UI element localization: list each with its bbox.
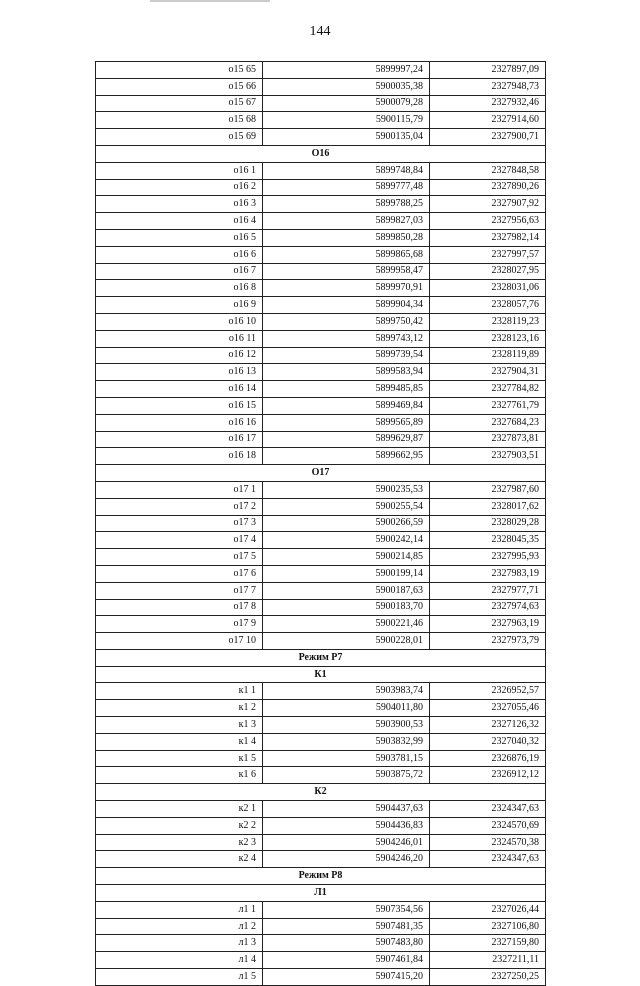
point-id-cell: о16 12 [96, 347, 263, 364]
y-coordinate-cell: 2327903,51 [430, 448, 546, 465]
x-coordinate-cell: 5903832,99 [263, 733, 430, 750]
x-coordinate-cell: 5903781,15 [263, 750, 430, 767]
table-row [96, 717, 546, 734]
x-coordinate-cell: 5899739,54 [263, 347, 430, 364]
y-coordinate-cell: 2327026,44 [430, 901, 546, 918]
table-row [96, 599, 546, 616]
point-id-cell: о17 8 [96, 599, 263, 616]
point-id-cell: о16 5 [96, 229, 263, 246]
table-row [96, 196, 546, 213]
x-coordinate-cell: 5904246,01 [263, 834, 430, 851]
x-coordinate-cell: 5900242,14 [263, 532, 430, 549]
table-row [96, 767, 546, 784]
table-row [96, 347, 546, 364]
table-row [96, 750, 546, 767]
x-coordinate-cell: 5899629,87 [263, 431, 430, 448]
x-coordinate-cell: 5899865,68 [263, 246, 430, 263]
point-id-cell: о17 9 [96, 616, 263, 633]
scan-artifact-line [150, 0, 270, 2]
table-row [96, 549, 546, 566]
group-header-row [96, 649, 546, 666]
point-id-cell: о16 11 [96, 330, 263, 347]
group-label: Режим Р7 [96, 649, 546, 666]
table-row [96, 498, 546, 515]
y-coordinate-cell: 2327995,93 [430, 549, 546, 566]
x-coordinate-cell: 5900235,53 [263, 481, 430, 498]
y-coordinate-cell: 2327848,58 [430, 162, 546, 179]
x-coordinate-cell: 5907483,80 [263, 935, 430, 952]
group-header-row [96, 145, 546, 162]
x-coordinate-cell: 5900115,79 [263, 112, 430, 129]
y-coordinate-cell: 2324347,63 [430, 801, 546, 818]
page-number: 144 [309, 24, 331, 39]
point-id-cell: о15 68 [96, 112, 263, 129]
table-row [96, 532, 546, 549]
table-row [96, 162, 546, 179]
table-row [96, 297, 546, 314]
x-coordinate-cell: 5904011,80 [263, 700, 430, 717]
y-coordinate-cell: 2327106,80 [430, 918, 546, 935]
table-row [96, 78, 546, 95]
point-id-cell: о17 4 [96, 532, 263, 549]
group-label: Режим Р8 [96, 868, 546, 885]
x-coordinate-cell: 5899958,47 [263, 263, 430, 280]
table-row [96, 213, 546, 230]
table-row [96, 969, 546, 986]
x-coordinate-cell: 5900214,85 [263, 549, 430, 566]
point-id-cell: о15 65 [96, 62, 263, 79]
point-id-cell: о16 7 [96, 263, 263, 280]
y-coordinate-cell: 2327211,11 [430, 952, 546, 969]
point-id-cell: к2 3 [96, 834, 263, 851]
point-id-cell: к1 1 [96, 683, 263, 700]
x-coordinate-cell: 5907354,56 [263, 901, 430, 918]
x-coordinate-cell: 5904436,83 [263, 817, 430, 834]
point-id-cell: л1 5 [96, 969, 263, 986]
table-row [96, 313, 546, 330]
group-label: О17 [96, 465, 546, 482]
x-coordinate-cell: 5899997,24 [263, 62, 430, 79]
table-row [96, 817, 546, 834]
group-label: К1 [96, 666, 546, 683]
y-coordinate-cell: 2327997,57 [430, 246, 546, 263]
table-row [96, 280, 546, 297]
y-coordinate-cell: 2328057,76 [430, 297, 546, 314]
x-coordinate-cell: 5899850,28 [263, 229, 430, 246]
y-coordinate-cell: 2327040,32 [430, 733, 546, 750]
point-id-cell: о16 18 [96, 448, 263, 465]
y-coordinate-cell: 2327956,63 [430, 213, 546, 230]
x-coordinate-cell: 5899565,89 [263, 414, 430, 431]
y-coordinate-cell: 2328119,89 [430, 347, 546, 364]
x-coordinate-cell: 5899748,84 [263, 162, 430, 179]
y-coordinate-cell: 2327977,71 [430, 582, 546, 599]
group-label: К2 [96, 784, 546, 801]
x-coordinate-cell: 5899904,34 [263, 297, 430, 314]
y-coordinate-cell: 2327761,79 [430, 397, 546, 414]
y-coordinate-cell: 2328119,23 [430, 313, 546, 330]
point-id-cell: о16 9 [96, 297, 263, 314]
x-coordinate-cell: 5900255,54 [263, 498, 430, 515]
table-row [96, 733, 546, 750]
table-row [96, 179, 546, 196]
x-coordinate-cell: 5907481,35 [263, 918, 430, 935]
y-coordinate-cell: 2327987,60 [430, 481, 546, 498]
x-coordinate-cell: 5903900,53 [263, 717, 430, 734]
y-coordinate-cell: 2328045,35 [430, 532, 546, 549]
table-row [96, 381, 546, 398]
table-row [96, 935, 546, 952]
table-row [96, 112, 546, 129]
point-id-cell: о17 2 [96, 498, 263, 515]
x-coordinate-cell: 5903983,74 [263, 683, 430, 700]
table-row [96, 565, 546, 582]
point-id-cell: к2 2 [96, 817, 263, 834]
group-header-row [96, 784, 546, 801]
point-id-cell: к2 4 [96, 851, 263, 868]
x-coordinate-cell: 5899662,95 [263, 448, 430, 465]
table-row [96, 229, 546, 246]
point-id-cell: к1 5 [96, 750, 263, 767]
point-id-cell: о16 14 [96, 381, 263, 398]
x-coordinate-cell: 5900035,38 [263, 78, 430, 95]
table-row [96, 700, 546, 717]
table-row [96, 633, 546, 650]
point-id-cell: о17 7 [96, 582, 263, 599]
x-coordinate-cell: 5899788,25 [263, 196, 430, 213]
table-row [96, 683, 546, 700]
y-coordinate-cell: 2324570,69 [430, 817, 546, 834]
point-id-cell: о16 1 [96, 162, 263, 179]
y-coordinate-cell: 2327983,19 [430, 565, 546, 582]
y-coordinate-cell: 2327948,73 [430, 78, 546, 95]
y-coordinate-cell: 2327873,81 [430, 431, 546, 448]
y-coordinate-cell: 2328027,95 [430, 263, 546, 280]
y-coordinate-cell: 2327250,25 [430, 969, 546, 986]
table-row [96, 901, 546, 918]
x-coordinate-cell: 5899750,42 [263, 313, 430, 330]
y-coordinate-cell: 2327932,46 [430, 95, 546, 112]
point-id-cell: о16 3 [96, 196, 263, 213]
point-id-cell: л1 3 [96, 935, 263, 952]
table-row [96, 263, 546, 280]
y-coordinate-cell: 2327973,79 [430, 633, 546, 650]
y-coordinate-cell: 2326952,57 [430, 683, 546, 700]
y-coordinate-cell: 2327907,92 [430, 196, 546, 213]
point-id-cell: о16 17 [96, 431, 263, 448]
point-id-cell: о16 13 [96, 364, 263, 381]
point-id-cell: о17 5 [96, 549, 263, 566]
table-row [96, 431, 546, 448]
y-coordinate-cell: 2327900,71 [430, 129, 546, 146]
point-id-cell: к2 1 [96, 801, 263, 818]
point-id-cell: к1 4 [96, 733, 263, 750]
y-coordinate-cell: 2327963,19 [430, 616, 546, 633]
group-label: Л1 [96, 885, 546, 902]
point-id-cell: о17 6 [96, 565, 263, 582]
table-row [96, 95, 546, 112]
x-coordinate-cell: 5900266,59 [263, 515, 430, 532]
x-coordinate-cell: 5900221,46 [263, 616, 430, 633]
table-row [96, 330, 546, 347]
y-coordinate-cell: 2327982,14 [430, 229, 546, 246]
coordinates-table-body [96, 62, 546, 986]
table-row [96, 834, 546, 851]
table-row [96, 364, 546, 381]
x-coordinate-cell: 5900187,63 [263, 582, 430, 599]
y-coordinate-cell: 2324570,38 [430, 834, 546, 851]
x-coordinate-cell: 5900199,14 [263, 565, 430, 582]
point-id-cell: о16 6 [96, 246, 263, 263]
x-coordinate-cell: 5899827,03 [263, 213, 430, 230]
point-id-cell: о17 3 [96, 515, 263, 532]
point-id-cell: л1 4 [96, 952, 263, 969]
y-coordinate-cell: 2328123,16 [430, 330, 546, 347]
group-header-row [96, 666, 546, 683]
group-header-row [96, 868, 546, 885]
x-coordinate-cell: 5904437,63 [263, 801, 430, 818]
point-id-cell: о17 10 [96, 633, 263, 650]
x-coordinate-cell: 5904246,20 [263, 851, 430, 868]
table-row [96, 481, 546, 498]
y-coordinate-cell: 2327159,80 [430, 935, 546, 952]
point-id-cell: о16 2 [96, 179, 263, 196]
x-coordinate-cell: 5900228,01 [263, 633, 430, 650]
y-coordinate-cell: 2326876,19 [430, 750, 546, 767]
point-id-cell: о16 10 [96, 313, 263, 330]
y-coordinate-cell: 2327890,26 [430, 179, 546, 196]
group-header-row [96, 465, 546, 482]
x-coordinate-cell: 5899777,48 [263, 179, 430, 196]
y-coordinate-cell: 2327904,31 [430, 364, 546, 381]
table-row [96, 515, 546, 532]
point-id-cell: о15 69 [96, 129, 263, 146]
table-row [96, 414, 546, 431]
y-coordinate-cell: 2328031,06 [430, 280, 546, 297]
x-coordinate-cell: 5899970,91 [263, 280, 430, 297]
point-id-cell: о16 16 [96, 414, 263, 431]
y-coordinate-cell: 2327126,32 [430, 717, 546, 734]
point-id-cell: о16 4 [96, 213, 263, 230]
x-coordinate-cell: 5903875,72 [263, 767, 430, 784]
x-coordinate-cell: 5907461,84 [263, 952, 430, 969]
y-coordinate-cell: 2327784,82 [430, 381, 546, 398]
y-coordinate-cell: 2327974,63 [430, 599, 546, 616]
table-row [96, 582, 546, 599]
point-id-cell: о16 15 [96, 397, 263, 414]
table-row [96, 952, 546, 969]
x-coordinate-cell: 5899583,94 [263, 364, 430, 381]
table-row [96, 448, 546, 465]
point-id-cell: л1 1 [96, 901, 263, 918]
x-coordinate-cell: 5899485,85 [263, 381, 430, 398]
x-coordinate-cell: 5900079,28 [263, 95, 430, 112]
y-coordinate-cell: 2324347,63 [430, 851, 546, 868]
point-id-cell: о17 1 [96, 481, 263, 498]
table-row [96, 851, 546, 868]
x-coordinate-cell: 5900135,04 [263, 129, 430, 146]
point-id-cell: о16 8 [96, 280, 263, 297]
y-coordinate-cell: 2328017,62 [430, 498, 546, 515]
table-row [96, 62, 546, 79]
table-row [96, 616, 546, 633]
group-label: О16 [96, 145, 546, 162]
point-id-cell: о15 66 [96, 78, 263, 95]
point-id-cell: л1 2 [96, 918, 263, 935]
table-row [96, 246, 546, 263]
point-id-cell: к1 2 [96, 700, 263, 717]
y-coordinate-cell: 2327897,09 [430, 62, 546, 79]
table-row [96, 397, 546, 414]
y-coordinate-cell: 2327684,23 [430, 414, 546, 431]
x-coordinate-cell: 5899743,12 [263, 330, 430, 347]
y-coordinate-cell: 2328029,28 [430, 515, 546, 532]
table-row [96, 918, 546, 935]
point-id-cell: к1 6 [96, 767, 263, 784]
x-coordinate-cell: 5900183,70 [263, 599, 430, 616]
x-coordinate-cell: 5907415,20 [263, 969, 430, 986]
point-id-cell: о15 67 [96, 95, 263, 112]
y-coordinate-cell: 2327914,60 [430, 112, 546, 129]
table-row [96, 801, 546, 818]
y-coordinate-cell: 2326912,12 [430, 767, 546, 784]
x-coordinate-cell: 5899469,84 [263, 397, 430, 414]
point-id-cell: к1 3 [96, 717, 263, 734]
group-header-row [96, 885, 546, 902]
y-coordinate-cell: 2327055,46 [430, 700, 546, 717]
coordinates-table [95, 61, 546, 986]
table-row [96, 129, 546, 146]
